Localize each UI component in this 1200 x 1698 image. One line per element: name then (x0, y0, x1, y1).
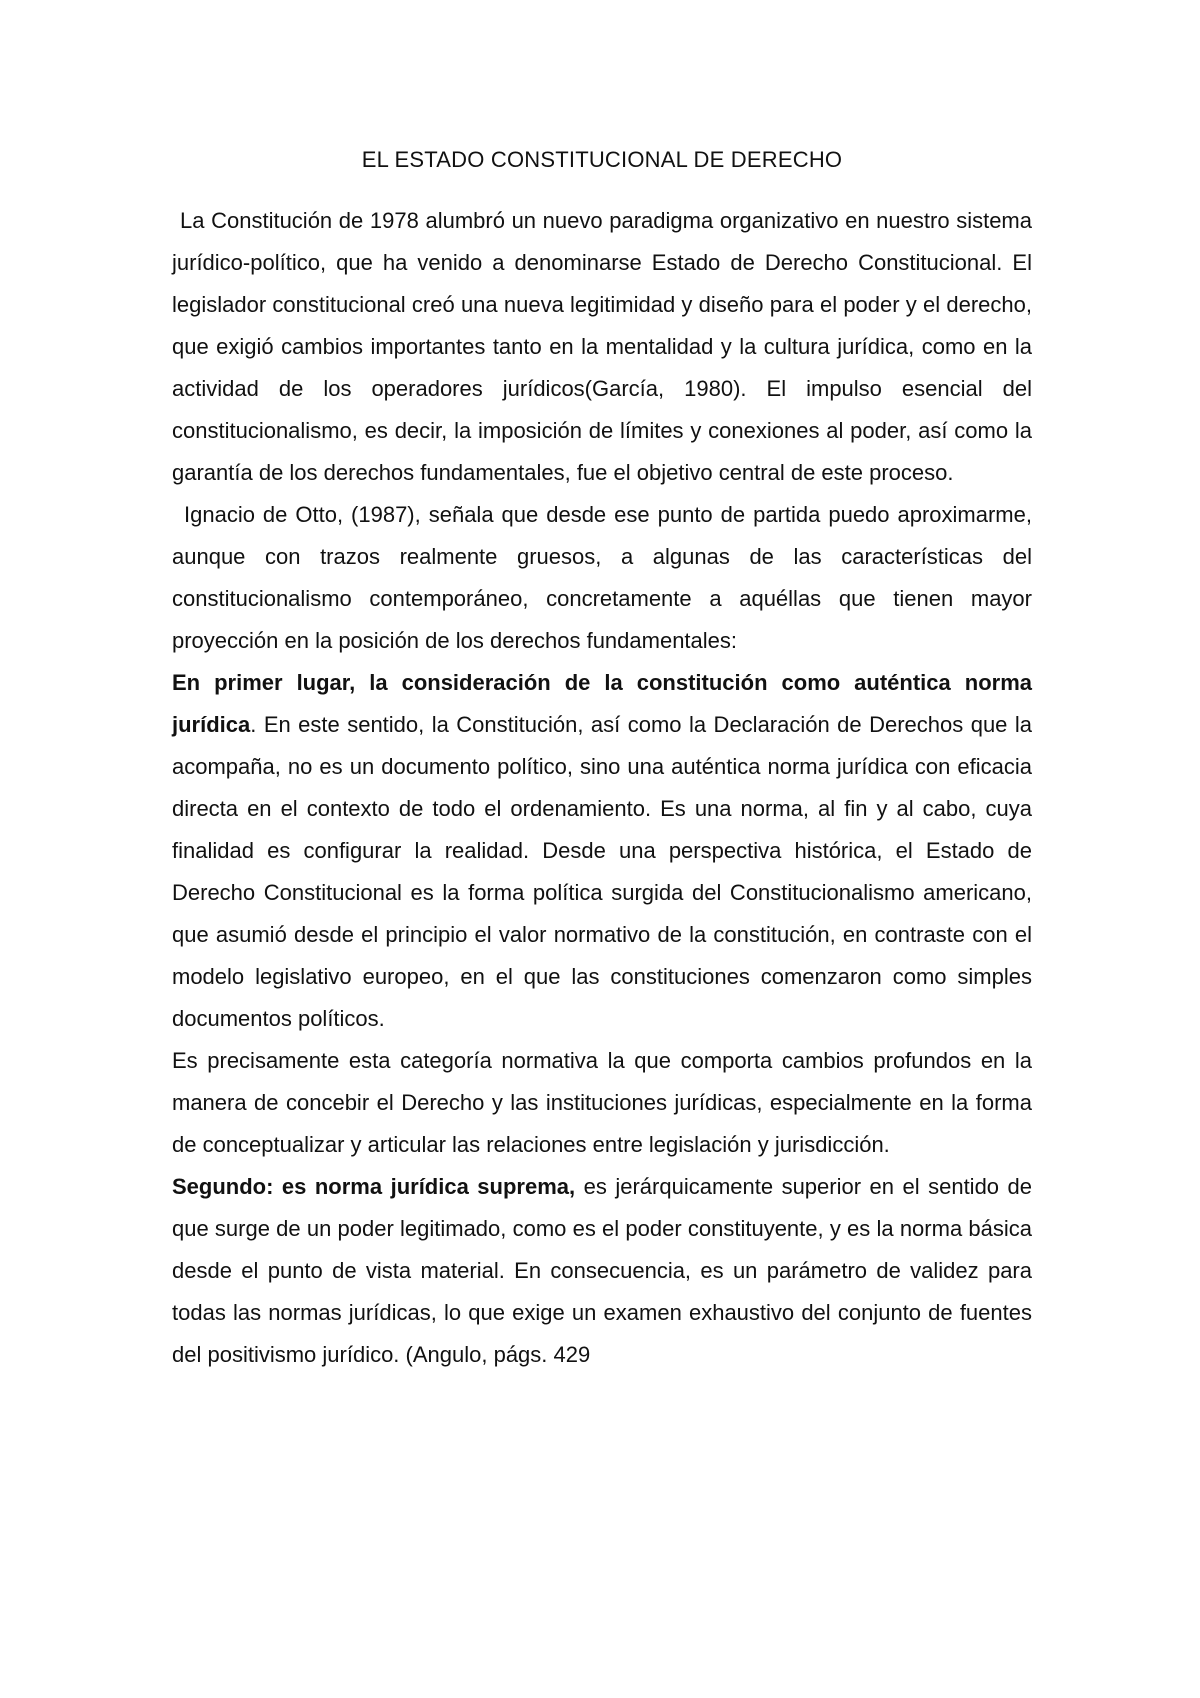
primer-lugar-text: . En este sentido, la Constitución, así como la Declaración de Derechos que la acompaña, no es un documento político, sino una auténtica norma jurídica con eficacia directa en el contexto de todo el ordenamiento. Es una norma, al fin y al cabo, cuya finalidad es configurar la realidad. Desde una perspectiva histórica, el Estado de Derecho Constitucional es la forma política surgida del Constitucionalismo americano, que asumió desde el principio el valor normativo de la constitución, en contraste con el modelo legislativo europeo, en el que las constituciones comenzaron como simples documentos políticos. (172, 712, 1032, 1031)
document-title: EL ESTADO CONSTITUCIONAL DE DERECHO (361, 147, 843, 172)
paragraph-primer-lugar (172, 662, 1032, 1040)
paragraph-intro: La Constitución de 1978 alumbró un nuevo paradigma organizativo en nuestro sistema jurídico-político, que ha venido a denominarse Estado de Derecho Constitucional. El legislador constitucional creó una nueva legitimidad y diseño para el poder y el derecho, que exigió cambios importantes tanto en la mentalidad y la cultura jurídica, como en la actividad de los operadores jurídicos(García, 1980). El impulso esencial del constitucionalismo, es decir, la imposición de límites y conexiones al poder, así como la garantía de los derechos fundamentales, fue el objetivo central de este proceso. (172, 208, 1032, 485)
segundo-heading: Segundo: es norma jurídica suprema, (172, 1174, 576, 1199)
paragraph-ignacio-de-otto: Ignacio de Otto, (1987), señala que desde ese punto de partida puedo aproximarme, aunque con trazos realmente gruesos, a algunas de las características del constitucionalismo contemporáneo, concretamente a aquéllas que tienen mayor proyección en la posición de los derechos fundamentales: (172, 502, 1032, 653)
paragraph-segundo (172, 1166, 1032, 1376)
segundo-text: es jerárquicamente superior en el sentido de que surge de un poder legitimado, como es el poder constituyente, y es la norma básica desde el punto de vista material. En consecuencia, es un parámetro de validez para todas las normas jurídicas, lo que exige un examen exhaustivo del conjunto de fuentes del positivismo jurídico. (Angulo, págs. 429 (172, 1174, 1032, 1367)
document-body (172, 200, 1032, 1376)
paragraph-categoria-normativa: Es precisamente esta categoría normativa la que comporta cambios profundos en la manera de concebir el Derecho y las instituciones jurídicas, especialmente en la forma de conceptualizar y articular las relaciones entre legislación y jurisdicción. (172, 1048, 1032, 1157)
primer-lugar-heading: En primer lugar, la consideración de la constitución como auténtica norma jurídica (172, 670, 1032, 737)
